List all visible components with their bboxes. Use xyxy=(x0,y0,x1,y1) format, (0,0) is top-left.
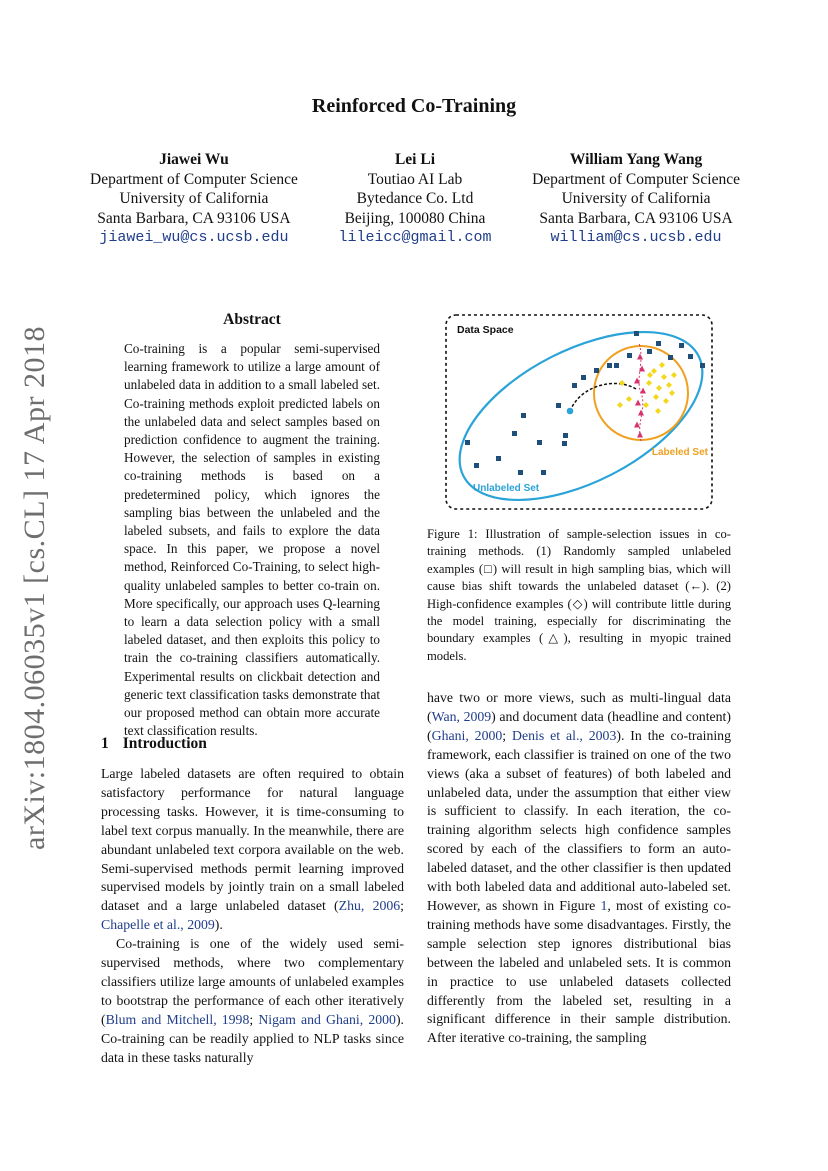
confident-diamond xyxy=(646,380,652,386)
citation-link[interactable]: Ghani, 2000 xyxy=(431,727,503,743)
confident-diamond xyxy=(651,368,657,374)
data-space-label: Data Space xyxy=(457,324,514,336)
paper-title: Reinforced Co-Training xyxy=(311,95,517,117)
unlabeled-square xyxy=(614,363,619,368)
unlabeled-square xyxy=(518,470,523,475)
text-run: ). Co-training can be readily applied to NLP tasks since data in these tasks naturally xyxy=(101,1011,404,1065)
confident-diamond xyxy=(661,374,667,380)
unlabeled-square xyxy=(700,363,705,368)
right-column-body xyxy=(427,689,731,1048)
confident-diamond xyxy=(647,372,653,378)
figure-reference-link[interactable]: 1 xyxy=(600,897,608,913)
unlabeled-set-label: Unlabeled Set xyxy=(473,483,540,494)
author-org: Bytedance Co. Ltd xyxy=(356,190,474,207)
abstract-text: Co-training is a popular semi-supervised learning framework to utilize a large amount of unlabeled data in addition to a small labeled set. Co-training methods exploit predicted labels on the unlabeled data and select samples based on prediction confidence to augment the training. However, the selection of samples in existing co-training methods is based on a predetermined policy, which ignores the sampling bias between the unlabeled and the labeled subsets, and fails to explore the data space. In this paper, we propose a novel method, Reinforced Co-Training, to select high-quality unlabeled samples to better co-train on. More specifically, our approach uses Q-learning to learn a data selection policy with a small labeled dataset, and then exploits this policy to train the co-training classifiers automatically. Experimental results on clickbait detection and generic text classification tasks demonstrate that our proposed method can obtain more accurate text classification results. xyxy=(124,341,380,739)
unlabeled-square xyxy=(541,470,546,475)
confident-diamond xyxy=(655,408,661,414)
text-run: ; xyxy=(249,1011,259,1027)
boundary-triangle xyxy=(637,432,643,438)
figure-1-diagram xyxy=(444,313,714,511)
citation-link[interactable]: Wan, 2009 xyxy=(431,708,492,724)
unlabeled-square xyxy=(594,368,599,373)
text-run: Large labeled datasets are often required to obtain satisfactory performance for natural language processing tasks. However, it is time-consuming to label text corpus manually. In the meanwhile, there are abundant unlabeled text corpora available on the web. Semi-supervised methods permit learning improved supervised models by jointly train on a small labeled dataset and a large unlabeled dataset ( xyxy=(101,766,404,914)
author-name: William Yang Wang xyxy=(569,151,703,168)
figure-1-caption: Figure 1: Illustration of sample-selection issues in co-training methods. (1) Randomly sampled unlabeled examples (□) will result in high sampling bias, which will cause bias shift towards the unlabeled dataset (←). (2) High-confidence examples (◇) will contribute little during the model training, especially for discriminating the boundary examples (△), resulting in myopic trained models. xyxy=(427,527,731,663)
unlabeled-square xyxy=(563,433,568,438)
author-block xyxy=(90,150,740,248)
unlabeled-square xyxy=(581,375,586,380)
text-run: ). xyxy=(214,917,223,933)
unlabeled-square xyxy=(556,403,561,408)
author-org: University of California xyxy=(561,190,711,207)
author-email[interactable]: lileicc@gmail.com xyxy=(338,229,492,246)
boundary-triangle xyxy=(640,388,646,394)
author-address: Santa Barbara, CA 93106 USA xyxy=(97,209,291,227)
citation-link[interactable]: Nigam and Ghani, 2000 xyxy=(258,1011,396,1027)
labeled-set-label: Labeled Set xyxy=(651,447,708,458)
text-run: Co-training is one of the widely used semi-supervised methods, where two complementary classifiers utilize large amounts of unlabeled examples to bootstrap the performance of each other iteratively ( xyxy=(101,936,404,1027)
text-run: ; xyxy=(400,898,405,914)
confident-diamond xyxy=(626,396,632,402)
author-dept: Toutiao AI Lab xyxy=(367,170,463,188)
author-email[interactable]: jiawei_wu@cs.ucsb.edu xyxy=(99,229,289,246)
intro-paragraph-2 xyxy=(101,935,404,1067)
author-email[interactable]: william@cs.ucsb.edu xyxy=(550,229,722,246)
author-1 xyxy=(90,150,298,248)
confident-diamond xyxy=(617,402,623,408)
author-name: Jiawei Wu xyxy=(159,151,229,168)
text-run: ; xyxy=(502,727,513,743)
unlabeled-square xyxy=(474,463,479,468)
unlabeled-square xyxy=(512,431,517,436)
citation-link[interactable]: Chapelle et al., 2009 xyxy=(101,917,215,933)
unlabeled-square xyxy=(668,355,673,360)
unlabeled-square xyxy=(634,331,639,336)
bias-shift-arrowhead xyxy=(567,408,574,415)
author-dept: Department of Computer Science xyxy=(90,170,298,188)
author-org: University of California xyxy=(119,190,269,207)
unlabeled-square xyxy=(572,383,577,388)
confident-diamond xyxy=(656,385,662,391)
confident-diamond xyxy=(666,382,672,388)
author-address: Beijing, 100080 China xyxy=(344,209,486,227)
unlabeled-square xyxy=(465,440,470,445)
confident-diamond xyxy=(659,362,665,368)
bias-shift-arrow xyxy=(571,383,636,409)
text-run: ). In the co-training framework, each classifier is trained on one of the two views (aka a subset of features) of both labeled and unlabeled data, under the assumption that either view is sufficient to classify. In each iteration, the co-training algorithm selects high confidence samples scored by each of the classifiers to form an auto-labeled dataset, and the other classifier is then updated with both labeled data and additional auto-labeled set. However, as shown in Figure xyxy=(427,727,731,913)
abstract-heading: Abstract xyxy=(223,311,281,328)
confident-diamond xyxy=(669,390,675,396)
unlabeled-square xyxy=(656,341,661,346)
unlabeled-square xyxy=(521,413,526,418)
author-name: Lei Li xyxy=(394,151,436,168)
arxiv-identifier: arXiv:1804.06035v1 [cs.CL] 17 Apr 2018 xyxy=(18,326,51,850)
high-confidence-examples xyxy=(617,362,677,414)
section-title: Introduction xyxy=(122,735,207,752)
citation-link[interactable]: Zhu, 2006 xyxy=(338,898,401,914)
boundary-triangle xyxy=(634,422,640,428)
text-run: , most of existing co-training methods have some disadvantages. Firstly, the sample selection step ignores distributional bias between the labeled and unlabeled sets. It is common in practice to use unlabeled datasets collected differently from the labeled set, resulting in a significant difference in their sample distribution. After iterative co-training, the sampling xyxy=(427,897,731,1046)
unlabeled-square xyxy=(496,456,501,461)
citation-link[interactable]: Blum and Mitchell, 1998 xyxy=(105,1011,250,1027)
boundary-triangle xyxy=(637,354,643,360)
confident-diamond xyxy=(663,398,669,404)
text-run: ) and document data (headline and content) ( xyxy=(427,708,731,743)
author-2 xyxy=(338,150,491,248)
unlabeled-square xyxy=(627,353,632,358)
text-run: have two or more views, such as multi-lingual data ( xyxy=(427,690,731,724)
confident-diamond xyxy=(653,394,659,400)
right-paragraph xyxy=(427,689,731,1048)
author-dept: Department of Computer Science xyxy=(532,170,740,188)
author-3 xyxy=(532,150,740,248)
unlabeled-square xyxy=(647,349,652,354)
unlabeled-square xyxy=(688,354,693,359)
section-number: 1 xyxy=(101,735,109,752)
left-column-body xyxy=(101,765,404,1068)
unlabeled-square xyxy=(537,440,542,445)
unlabeled-set-ellipse xyxy=(444,313,714,511)
unlabeled-square xyxy=(562,441,567,446)
section-heading-introduction xyxy=(101,735,207,753)
boundary-triangle xyxy=(635,400,641,406)
unlabeled-square xyxy=(607,363,612,368)
intro-paragraph-1 xyxy=(101,765,404,935)
confident-diamond xyxy=(671,372,677,378)
unlabeled-square xyxy=(679,343,684,348)
author-address: Santa Barbara, CA 93106 USA xyxy=(539,209,733,227)
citation-link[interactable]: Denis et al., 2003 xyxy=(512,727,617,743)
boundary-triangle xyxy=(638,410,644,416)
confident-diamond xyxy=(643,402,649,408)
